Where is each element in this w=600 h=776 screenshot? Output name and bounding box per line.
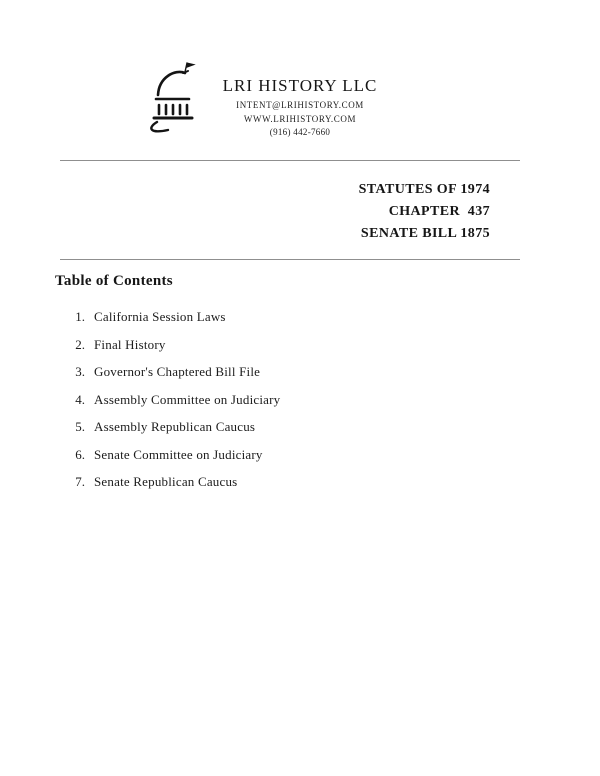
company-email: INTENT@LRIHISTORY.COM [236,100,364,110]
bill-line: SENATE BILL 1875 [360,226,490,241]
toc-item-number: 4. [75,391,85,407]
toc-heading: Table of Contents [55,273,173,289]
company-phone: (916) 442-7660 [269,127,331,137]
company-name: LRI HISTORY LLC [222,76,378,95]
toc-item [68,447,280,463]
toc-item [68,337,280,353]
statutes-line: STATUTES OF 1974 [358,182,490,197]
toc-item-label: Assembly Committee on Judiciary [94,391,281,407]
letterhead [0,76,600,137]
toc-item-number: 1. [75,309,85,324]
toc-item-number: 5. [75,419,85,434]
chapter-line: CHAPTER 437 [388,204,490,219]
toc-item-label: Final History [94,336,166,352]
toc-item-number: 2. [75,336,85,352]
toc-item [68,392,280,408]
toc-item-label: Assembly Republican Caucus [94,419,256,434]
company-website: WWW.LRIHISTORY.COM [243,114,357,124]
toc-item-number: 7. [75,474,85,489]
toc-item [68,474,280,490]
toc-item [68,364,280,380]
divider-top [60,160,520,161]
document-info [359,179,490,245]
toc-item-label: Senate Republican Caucus [94,474,238,489]
divider-middle [60,259,520,260]
toc-item-label: California Session Laws [94,309,226,324]
toc-list [68,309,280,502]
toc-item [68,419,280,435]
toc-item-number: 3. [75,364,85,379]
toc-item-label: Senate Committee on Judiciary [94,446,263,462]
toc-item [68,309,280,325]
toc-item-label: Governor's Chaptered Bill File [94,364,261,379]
toc-item-number: 6. [75,446,85,462]
